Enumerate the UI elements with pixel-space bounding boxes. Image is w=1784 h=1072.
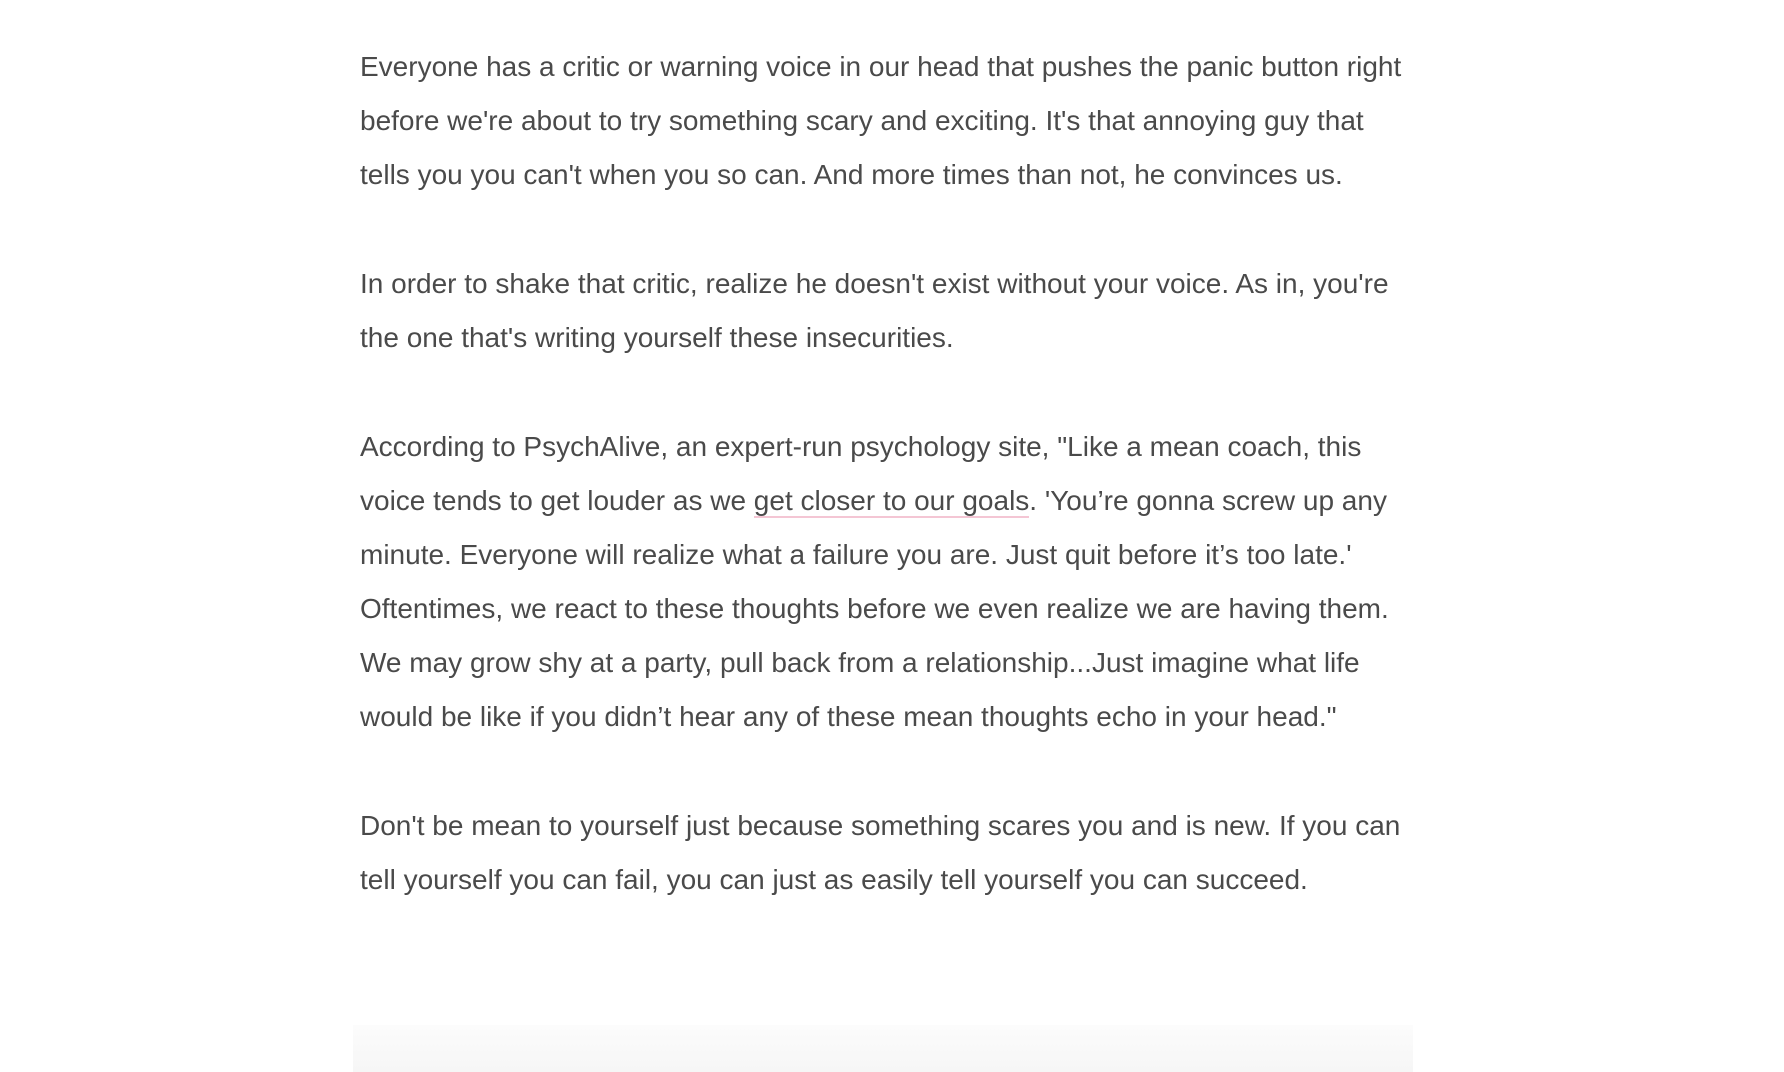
article-body <box>360 40 1420 962</box>
paragraph-1: Everyone has a critic or warning voice in our head that pushes the panic button right before we're about to try something scary and exciting. It's that annoying guy that tells you you can't when you so can. And more times than not, he convinces us. <box>360 51 1402 190</box>
paragraph-3 <box>360 420 1420 744</box>
paragraph-2: In order to shake that critic, realize he doesn't exist without your voice. As in, you're the one that's writing yourself these insecurities. <box>360 268 1389 353</box>
paragraph-4: Don't be mean to yourself just because something scares you and is new. If you can tell yourself you can fail, you can just as easily tell yourself you can succeed. <box>360 810 1401 895</box>
paragraph-3-text-after-link: . 'You’re gonna screw up any minute. Everyone will realize what a failure you are. Just quit before it’s too late.' Oftentimes, we react to these thoughts before we even realize we are having them. We may grow shy at a party, pull back from a relationship...Just imagine what life would be like if you didn’t hear any of these mean thoughts echo in your head." <box>360 485 1389 732</box>
bottom-fade-overlay <box>353 1025 1413 1072</box>
paragraph-3-text-before-link: According to PsychAlive, an expert-run psychology site, "Like a mean coach, this voice tends to get louder as we <box>360 431 1362 516</box>
get-closer-to-our-goals-link[interactable]: get closer to our goals <box>753 485 1030 516</box>
